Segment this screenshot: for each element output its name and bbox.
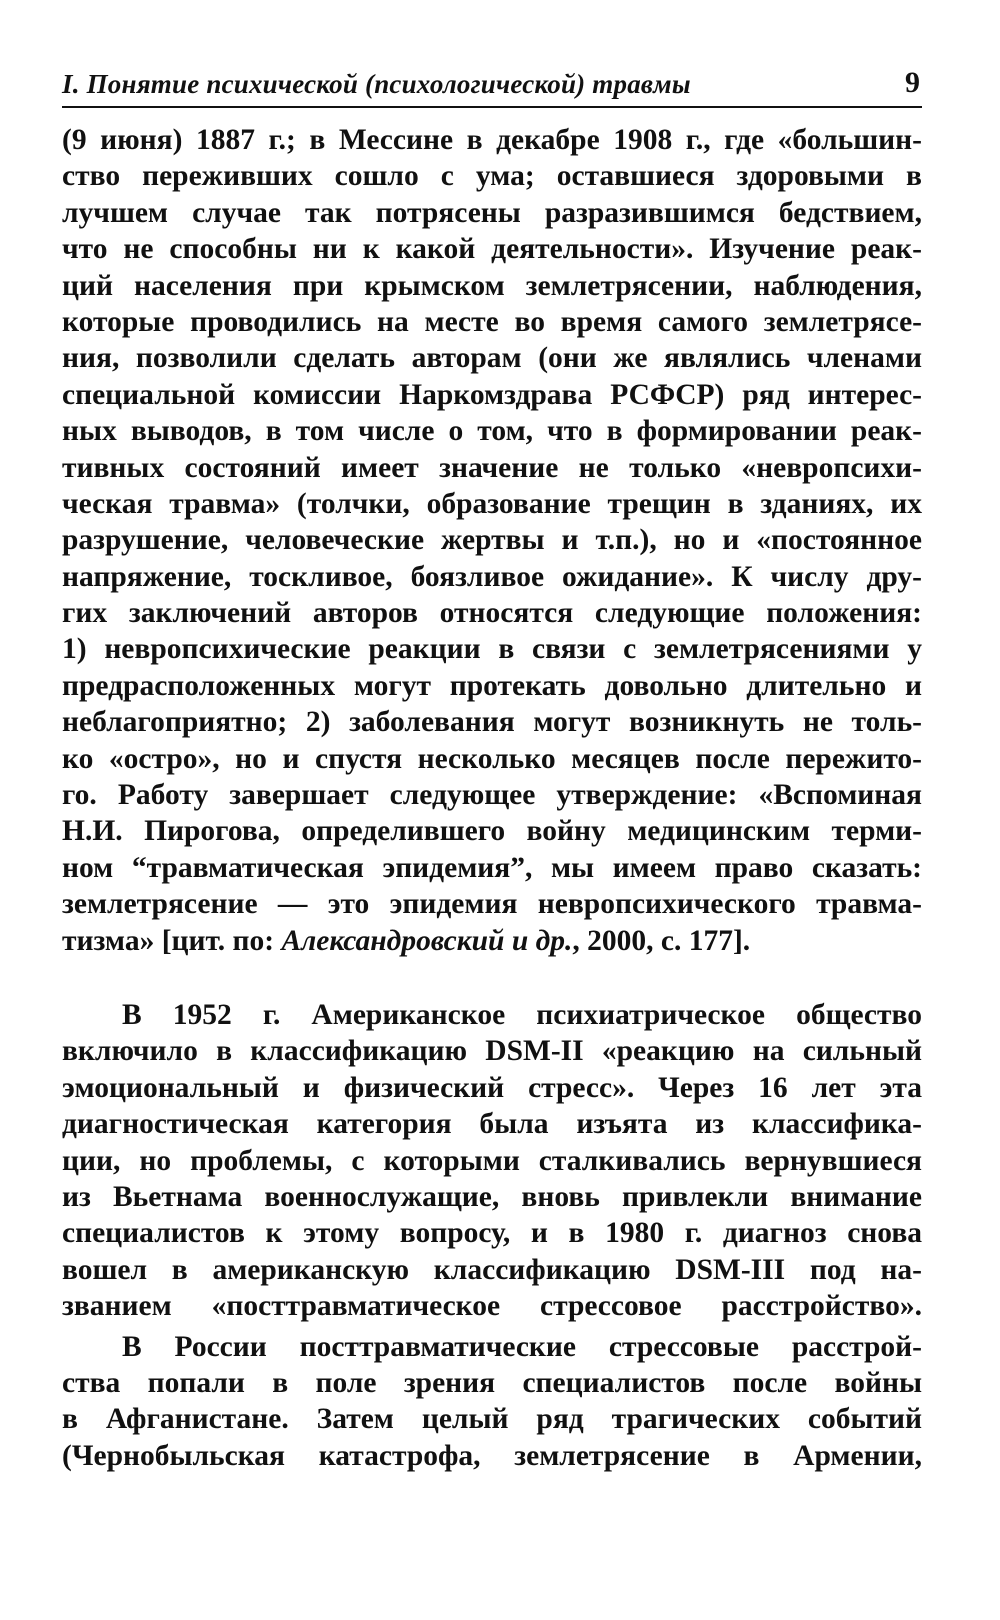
text-line: ство переживших сошло с ума; оставшиеся здоровыми в [62,160,922,193]
text-line: го. Работу завершает следующее утверждение: «Вспоминая [62,779,922,812]
body-text [62,122,922,1474]
text-line: диагностическая категория была изъята из классифика- [62,1108,922,1141]
text-line: В России посттравматические стрессовые расстрой- [122,1330,922,1363]
text-line: включило в классификацию DSM-II «реакцию на сильный [62,1035,922,1068]
text-line: ко «остро», но и спустя несколько месяцев после пережито- [62,742,922,775]
text-line: специалистов к этому вопросу, и в 1980 г. диагноз снова [62,1217,922,1250]
text-line: неблагоприятно; 2) заболевания могут возникнуть не толь- [62,706,922,739]
text-line-citation [62,923,922,959]
text-line: Н.И. Пирогова, определившего войну медицинским терми- [62,815,922,848]
text-line: тивных состояний имеет значение не только «невропсихи- [62,451,922,484]
paragraph-1 [62,122,922,959]
citation-authors: Александровский и др. [281,924,573,957]
text-line: напряжение, тоскливое, боязливое ожидание». К числу дру- [62,560,922,593]
text-line: ства попали в поле зрения специалистов после войны [62,1366,922,1399]
paragraph-2 [62,997,922,1325]
text-line: лучшем случае так потрясены разразившимся бедствием, [62,196,922,229]
citation-prefix: тизма» [цит. по: [62,924,282,957]
text-line: ческая травма» (толчки, образование трещин в зданиях, их [62,487,922,520]
text-line: 1) невропсихические реакции в связи с землетрясениями у [62,633,922,666]
text-line: эмоциональный и физический стресс». Через 16 лет эта [62,1071,922,1104]
text-line: в Афганистане. Затем целый ряд трагических событий [62,1403,922,1436]
text-line: которые проводились на месте во время самого землетрясе- [62,305,922,338]
citation-suffix: , 2000, с. 177]. [572,924,751,957]
running-header [62,58,922,108]
text-line: ций населения при крымском землетрясении, наблюдения, [62,269,922,302]
text-line: ных выводов, в том числе о том, что в формировании реак- [62,415,922,448]
text-line: В 1952 г. Американское психиатрическое общество [122,998,922,1031]
page-number: 9 [905,66,920,99]
text-line: вошел в американскую классификацию DSM-III под на- [62,1253,922,1286]
text-line: (9 июня) 1887 г.; в Мессине в декабре 1908 г., где «большин- [62,124,922,156]
running-title: I. Понятие психической (психологической) травмы [62,69,691,99]
text-line: землетрясение — это эпидемия невропсихического травма- [62,888,922,921]
text-line: разрушение, человеческие жертвы и т.п.), но и «постоянное [62,524,922,557]
text-line: званием «посттравматическое стрессовое расстройство». [62,1290,922,1323]
text-line: ции, но проблемы, с которыми сталкивались вернувшиеся [62,1144,922,1177]
text-line: ния, позволили сделать авторам (они же являлись членами [62,342,922,375]
text-line: предрасположенных могут протекать довольно длительно и [62,669,922,702]
text-line: ном “травматическая эпидемия”, мы имеем право сказать: [62,851,922,884]
text-line: что не способны ни к какой деятельности». Изучение реак- [62,233,922,266]
text-line: (Чернобыльская катастрофа, землетрясение в Армении, [62,1439,922,1472]
text-line: из Вьетнама военнослужащие, вновь привлекли внимание [62,1180,922,1213]
paragraph-3 [62,1329,922,1475]
text-line: специальной комиссии Наркомздрава РСФСР) ряд интерес- [62,378,922,411]
paragraph-spacer [62,959,922,997]
book-page [62,58,922,1474]
text-line: гих заключений авторов относятся следующие положения: [62,597,922,630]
